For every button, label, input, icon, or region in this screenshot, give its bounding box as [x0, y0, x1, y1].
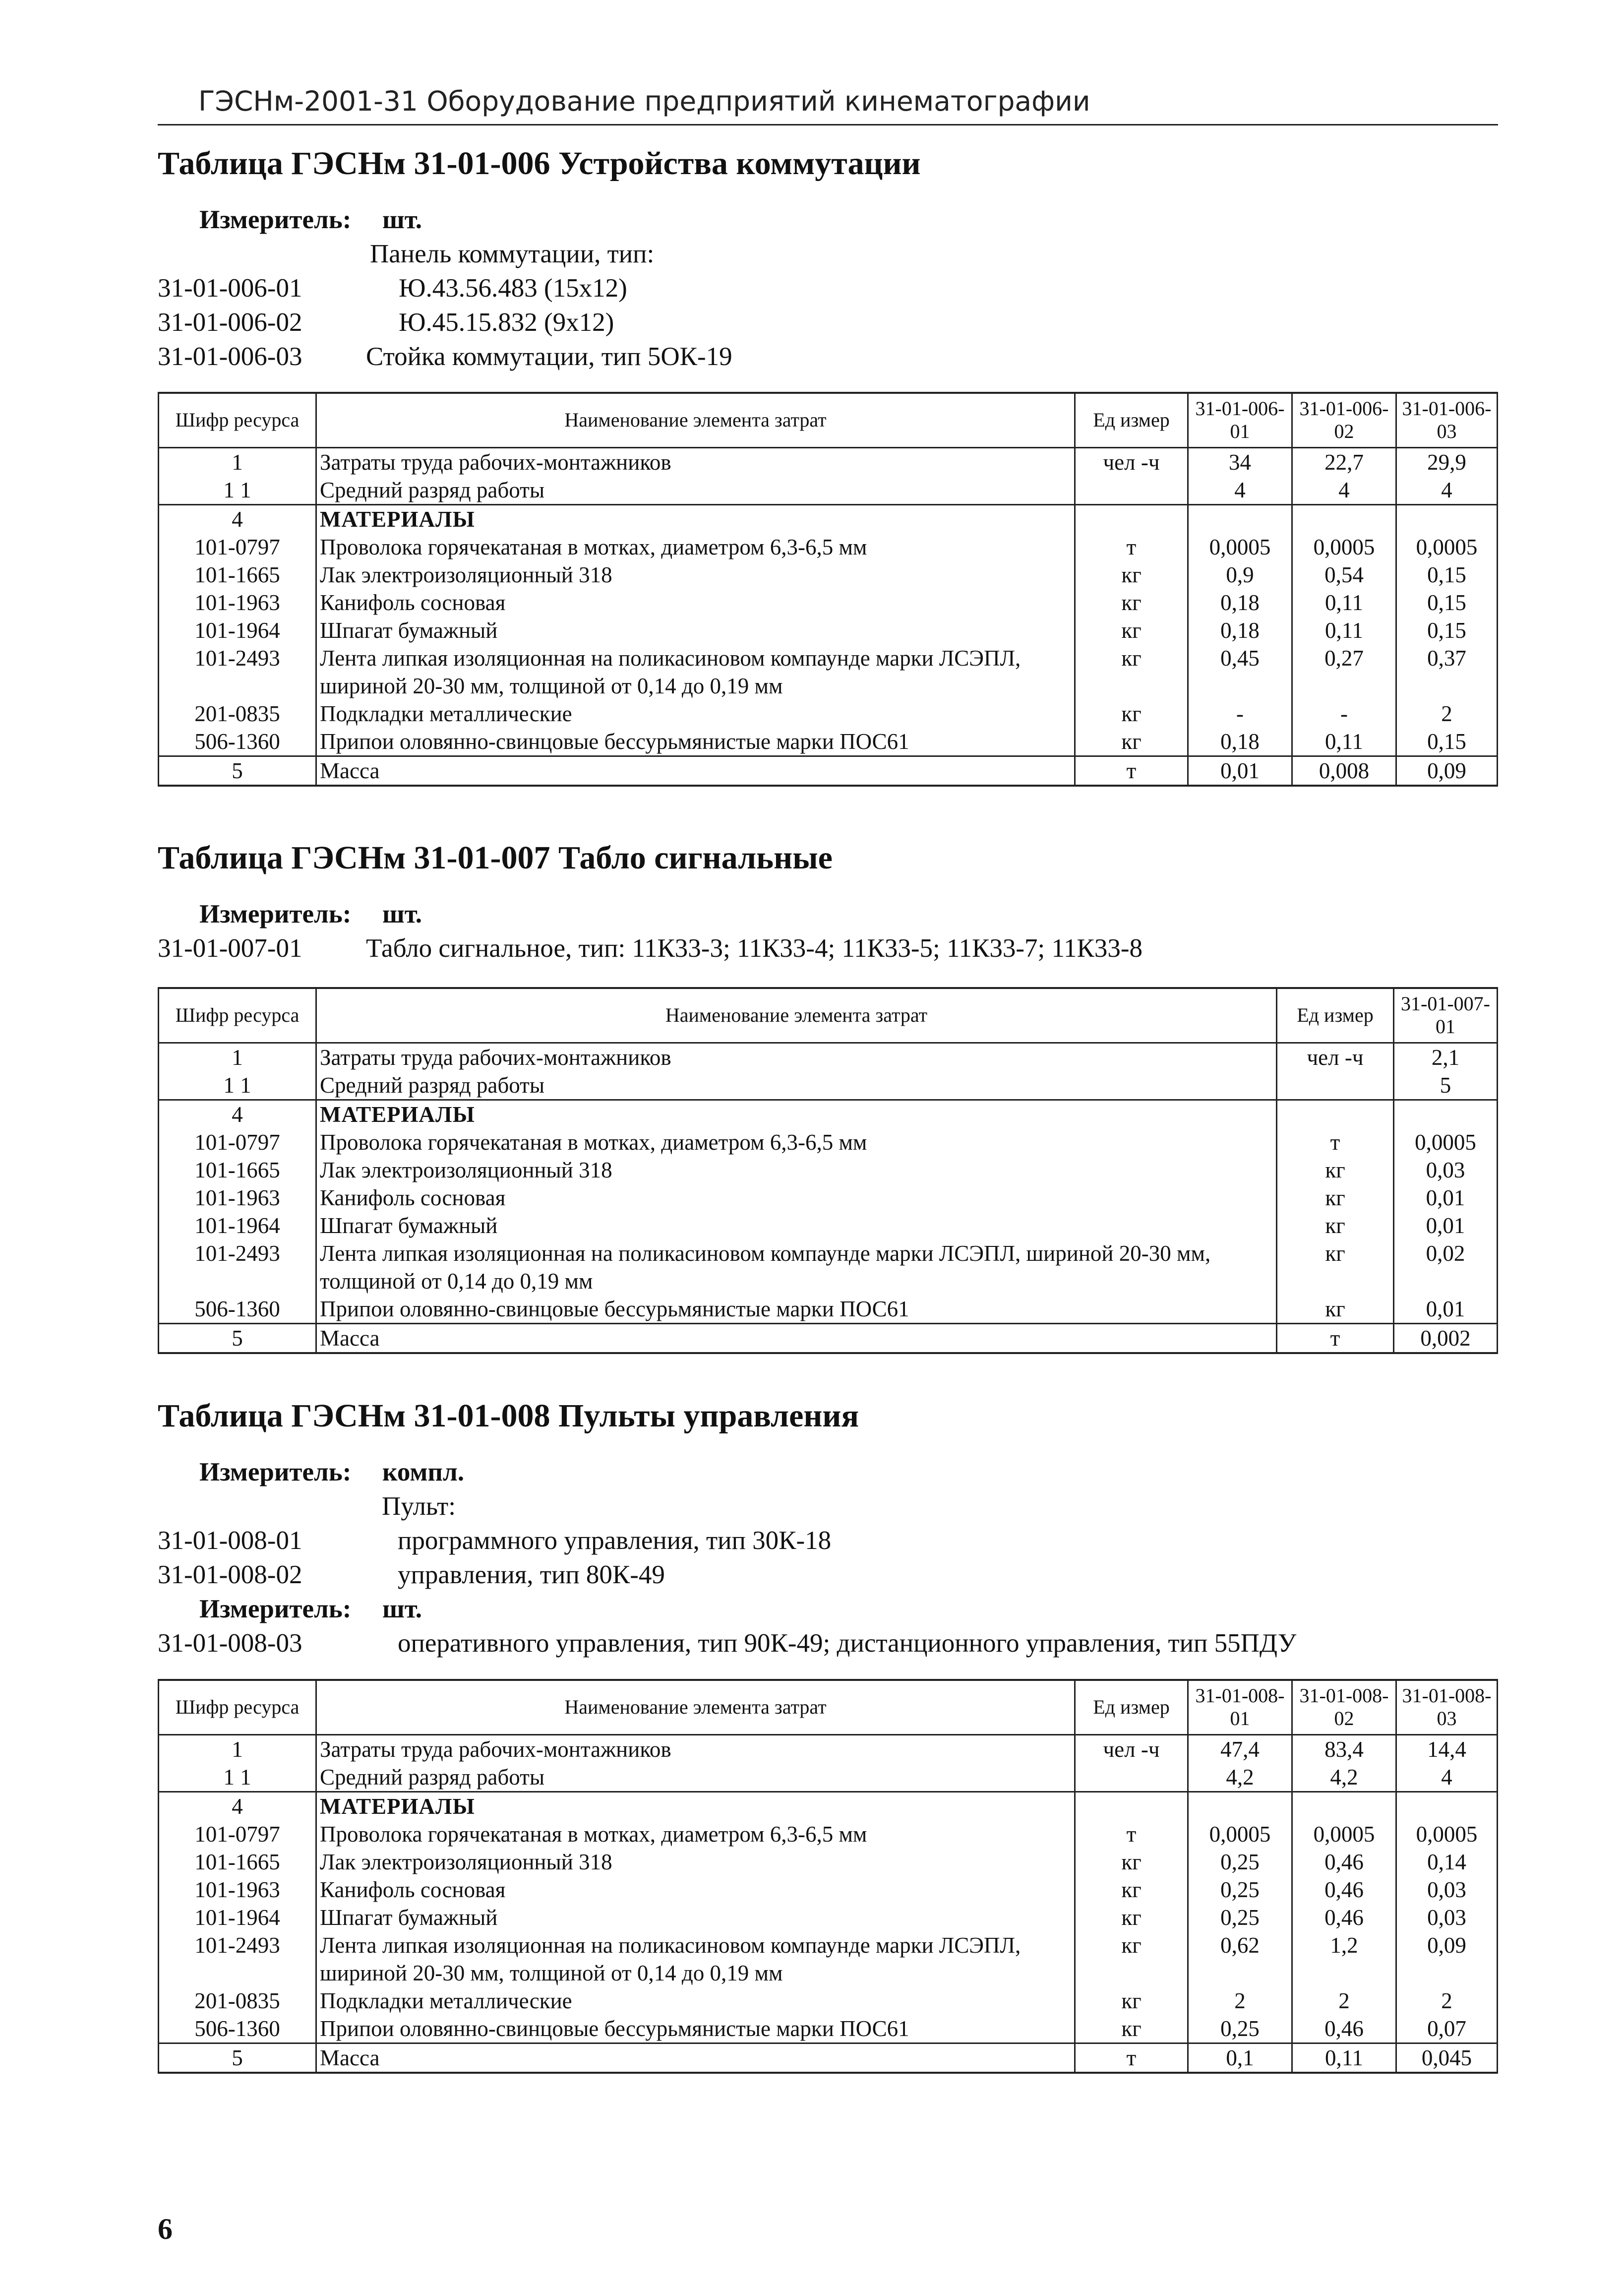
row-name: Затраты труда рабочих-монтажников	[316, 1043, 1277, 1071]
row-name: Масса	[316, 2043, 1075, 2073]
row-code: 506-1360	[159, 728, 316, 756]
row-name: Затраты труда рабочих-монтажников	[316, 1734, 1075, 1763]
row-code: 201-0835	[159, 700, 316, 728]
row-value: 2	[1292, 1987, 1396, 2015]
item-code: 31-01-008-02	[158, 1560, 302, 1590]
row-value: -	[1292, 700, 1396, 728]
table-row	[159, 1043, 1498, 1071]
row-code: 5	[159, 2043, 316, 2073]
table-row	[159, 1792, 1498, 1820]
measure-label: Измеритель:	[199, 1595, 352, 1624]
row-code: 4	[159, 504, 316, 533]
row-value: 4	[1396, 476, 1498, 505]
row-value: 4,2	[1292, 1763, 1396, 1792]
row-unit	[1075, 476, 1188, 505]
row-name: Средний разряд работы	[316, 476, 1075, 505]
col-header-code: Шифр ресурса	[159, 393, 316, 447]
row-code: 5	[159, 756, 316, 786]
resource-table-006	[158, 392, 1498, 787]
row-value: 0,03	[1396, 1904, 1498, 1931]
row-value: 83,4	[1292, 1734, 1396, 1763]
row-value: 0,18	[1188, 728, 1292, 756]
table-row	[159, 2043, 1498, 2073]
row-name: Припои оловянно-свинцовые бессурьмянистые марки ПОС61	[316, 1295, 1277, 1324]
row-value: 0,02	[1394, 1239, 1498, 1295]
row-value	[1188, 1792, 1292, 1820]
col-header-value: 31-01-006-03	[1396, 393, 1498, 447]
row-value: 0,0005	[1396, 533, 1498, 561]
row-name: МАТЕРИАЛЫ	[316, 1100, 1277, 1128]
row-name: Канифоль сосновая	[316, 1184, 1277, 1212]
table-row	[159, 644, 1498, 700]
row-unit: кг	[1075, 1876, 1188, 1904]
row-unit: кг	[1277, 1184, 1394, 1212]
item-text: программного управления, тип 30К-18	[398, 1526, 832, 1555]
table-title: Таблица ГЭСНм 31-01-008 Пульты управления	[158, 1398, 859, 1434]
table-row	[159, 1295, 1498, 1324]
table-row	[159, 533, 1498, 561]
col-header-unit: Ед измер	[1075, 393, 1188, 447]
row-value: 0,37	[1396, 644, 1498, 700]
row-value: 2,1	[1394, 1043, 1498, 1071]
row-unit: кг	[1277, 1239, 1394, 1295]
row-name: Шпагат бумажный	[316, 1904, 1075, 1931]
row-value: 0,11	[1292, 2043, 1396, 2073]
row-value: 5	[1394, 1071, 1498, 1100]
row-value: 0,15	[1396, 589, 1498, 617]
row-value: 0,0005	[1188, 1820, 1292, 1848]
row-value: 0,045	[1396, 2043, 1498, 2073]
table-row	[159, 1848, 1498, 1876]
item-text: оперативного управления, тип 90К-49; дистанционного управления, тип 55ПДУ	[398, 1629, 1297, 1658]
col-header-value: 31-01-007-01	[1394, 988, 1498, 1043]
item-code: 31-01-008-01	[158, 1526, 302, 1555]
row-value	[1292, 1792, 1396, 1820]
row-code: 1 1	[159, 1763, 316, 1792]
row-code: 101-1963	[159, 1184, 316, 1212]
row-value: 0,03	[1394, 1156, 1498, 1184]
row-value	[1188, 504, 1292, 533]
row-name: Лак электроизоляционный 318	[316, 1848, 1075, 1876]
row-code: 101-0797	[159, 1820, 316, 1848]
row-value: 47,4	[1188, 1734, 1292, 1763]
section-31-01-007	[158, 838, 1497, 963]
intro-text: Панель коммутации, тип:	[370, 240, 655, 269]
row-value: 2	[1188, 1987, 1292, 2015]
row-value: 0,46	[1292, 1876, 1396, 1904]
row-unit: кг	[1075, 1848, 1188, 1876]
row-value	[1396, 1792, 1498, 1820]
row-value	[1396, 504, 1498, 533]
row-value: 1,2	[1292, 1931, 1396, 1987]
row-value: 0,03	[1396, 1876, 1498, 1904]
row-value: -	[1188, 700, 1292, 728]
intro-text: Пульт:	[382, 1492, 456, 1521]
row-value: 22,7	[1292, 447, 1396, 476]
row-name: Припои оловянно-свинцовые бессурьмянистые марки ПОС61	[316, 2015, 1075, 2043]
row-value: 0,25	[1188, 1876, 1292, 1904]
row-value: 34	[1188, 447, 1292, 476]
row-name: Шпагат бумажный	[316, 617, 1075, 644]
row-unit: кг	[1277, 1295, 1394, 1324]
table-row	[159, 728, 1498, 756]
table-title: Таблица ГЭСНм 31-01-006 Устройства коммутации	[158, 145, 921, 182]
row-value: 0,11	[1292, 728, 1396, 756]
row-value: 0,07	[1396, 2015, 1498, 2043]
item-code: 31-01-006-02	[158, 308, 302, 337]
row-name: Подкладки металлические	[316, 700, 1075, 728]
row-unit: кг	[1075, 1931, 1188, 1987]
table-row	[159, 1156, 1498, 1184]
row-unit: чел -ч	[1075, 447, 1188, 476]
row-value: 0,002	[1394, 1323, 1498, 1353]
row-value: 0,46	[1292, 1848, 1396, 1876]
table-row	[159, 1820, 1498, 1848]
table-row	[159, 1184, 1498, 1212]
table-row	[159, 1763, 1498, 1792]
row-unit: т	[1075, 756, 1188, 786]
row-value: 0,0005	[1292, 1820, 1396, 1848]
measure-unit: компл.	[382, 1458, 464, 1487]
table-row	[159, 504, 1498, 533]
document-header: ГЭСНм-2001-31 Оборудование предприятий кинематографии	[198, 85, 1090, 117]
row-unit: чел -ч	[1075, 1734, 1188, 1763]
row-unit: кг	[1075, 561, 1188, 589]
table-row	[159, 589, 1498, 617]
table-row	[159, 1987, 1498, 2015]
page-number: 6	[158, 2213, 173, 2245]
row-code: 101-0797	[159, 533, 316, 561]
row-code: 1	[159, 1734, 316, 1763]
row-name: Лента липкая изоляционная на поликасиновом компаунде марки ЛСЭПЛ, шириной 20-30 мм, толщиной от 0,14 до 0,19 мм	[316, 1931, 1075, 1987]
table-row	[159, 1239, 1498, 1295]
row-value: 0,46	[1292, 1904, 1396, 1931]
row-name: Лак электроизоляционный 318	[316, 561, 1075, 589]
table-row	[159, 476, 1498, 505]
row-unit: т	[1075, 1820, 1188, 1848]
row-unit: кг	[1075, 700, 1188, 728]
measure-label: Измеритель:	[199, 1458, 352, 1487]
col-header-unit: Ед измер	[1277, 988, 1394, 1043]
row-unit: чел -ч	[1277, 1043, 1394, 1071]
table-row	[159, 1100, 1498, 1128]
row-unit: т	[1277, 1128, 1394, 1156]
row-value	[1292, 504, 1396, 533]
row-unit: т	[1075, 533, 1188, 561]
row-value: 0,11	[1292, 589, 1396, 617]
row-unit: кг	[1075, 1904, 1188, 1931]
row-unit: кг	[1075, 644, 1188, 700]
meta-block	[158, 1455, 1497, 1661]
row-value: 0,18	[1188, 617, 1292, 644]
row-name: Проволока горячекатаная в мотках, диаметром 6,3-6,5 мм	[316, 1820, 1075, 1848]
col-header-unit: Ед измер	[1075, 1680, 1188, 1734]
measure-unit: шт.	[382, 1595, 422, 1624]
measure-label: Измеритель:	[199, 205, 352, 235]
row-unit: кг	[1277, 1212, 1394, 1239]
row-value: 0,9	[1188, 561, 1292, 589]
col-header-value: 31-01-006-01	[1188, 393, 1292, 447]
row-value: 4	[1396, 1763, 1498, 1792]
row-value: 0,0005	[1396, 1820, 1498, 1848]
row-name: Подкладки металлические	[316, 1987, 1075, 2015]
measure-label: Измеритель:	[199, 900, 352, 929]
header-rule	[158, 124, 1498, 125]
row-name: Канифоль сосновая	[316, 589, 1075, 617]
row-code: 101-2493	[159, 644, 316, 700]
row-value: 4,2	[1188, 1763, 1292, 1792]
row-value: 0,18	[1188, 589, 1292, 617]
table-row	[159, 1931, 1498, 1987]
row-code: 1	[159, 447, 316, 476]
item-code: 31-01-007-01	[158, 934, 302, 963]
row-value: 14,4	[1396, 1734, 1498, 1763]
col-header-code: Шифр ресурса	[159, 1680, 316, 1734]
row-code: 201-0835	[159, 1987, 316, 2015]
col-header-name: Наименование элемента затрат	[316, 1680, 1075, 1734]
row-value	[1394, 1100, 1498, 1128]
col-header-name: Наименование элемента затрат	[316, 988, 1277, 1043]
item-text: Ю.43.56.483 (15х12)	[399, 274, 627, 303]
row-unit: кг	[1075, 589, 1188, 617]
row-code: 1 1	[159, 476, 316, 505]
table-row	[159, 1128, 1498, 1156]
row-unit: кг	[1075, 1987, 1188, 2015]
row-unit: кг	[1075, 2015, 1188, 2043]
row-value: 0,54	[1292, 561, 1396, 589]
row-unit	[1277, 1071, 1394, 1100]
row-name: Средний разряд работы	[316, 1071, 1277, 1100]
row-unit	[1075, 1763, 1188, 1792]
row-value: 0,62	[1188, 1931, 1292, 1987]
row-value: 2	[1396, 1987, 1498, 2015]
table-title: Таблица ГЭСНм 31-01-007 Табло сигнальные	[158, 840, 833, 876]
resource-table-008	[158, 1679, 1498, 2074]
row-name: Масса	[316, 756, 1075, 786]
row-unit	[1075, 1792, 1188, 1820]
row-code: 101-0797	[159, 1128, 316, 1156]
row-value: 0,01	[1394, 1295, 1498, 1324]
table-row	[159, 1212, 1498, 1239]
item-text: Ю.45.15.832 (9х12)	[399, 308, 614, 337]
row-name: МАТЕРИАЛЫ	[316, 1792, 1075, 1820]
row-value: 0,008	[1292, 756, 1396, 786]
row-value: 0,01	[1394, 1184, 1498, 1212]
row-value: 0,15	[1396, 617, 1498, 644]
row-name: Лента липкая изоляционная на поликасиновом компаунде марки ЛСЭПЛ, шириной 20-30 мм, толщиной от 0,14 до 0,19 мм	[316, 644, 1075, 700]
row-code: 4	[159, 1100, 316, 1128]
item-code: 31-01-008-03	[158, 1629, 302, 1658]
row-name: Лента липкая изоляционная на поликасиновом компаунде марки ЛСЭПЛ, шириной 20-30 мм, толщиной от 0,14 до 0,19 мм	[316, 1239, 1277, 1295]
row-name: Средний разряд работы	[316, 1763, 1075, 1792]
col-header-value: 31-01-006-02	[1292, 393, 1396, 447]
row-unit	[1075, 504, 1188, 533]
row-code: 101-1964	[159, 617, 316, 644]
row-unit: кг	[1277, 1156, 1394, 1184]
row-unit: т	[1277, 1323, 1394, 1353]
row-code: 1 1	[159, 1071, 316, 1100]
meta-block	[158, 897, 1497, 966]
row-name: Лак электроизоляционный 318	[316, 1156, 1277, 1184]
row-unit: т	[1075, 2043, 1188, 2073]
row-code: 101-1665	[159, 561, 316, 589]
row-value: 29,9	[1396, 447, 1498, 476]
row-name: Проволока горячекатаная в мотках, диаметром 6,3-6,5 мм	[316, 533, 1075, 561]
row-value: 0,46	[1292, 2015, 1396, 2043]
measure-unit: шт.	[382, 900, 422, 929]
table-row	[159, 1876, 1498, 1904]
row-name: Проволока горячекатаная в мотках, диаметром 6,3-6,5 мм	[316, 1128, 1277, 1156]
row-code: 506-1360	[159, 2015, 316, 2043]
item-code: 31-01-006-01	[158, 274, 302, 303]
row-value: 0,01	[1188, 756, 1292, 786]
item-text: Табло сигнальное, тип: 11К33-3; 11К33-4; 11К33-5; 11К33-7; 11К33-8	[366, 934, 1143, 963]
row-value: 0,09	[1396, 1931, 1498, 1987]
table-row	[159, 700, 1498, 728]
row-name: МАТЕРИАЛЫ	[316, 504, 1075, 533]
row-value: 0,14	[1396, 1848, 1498, 1876]
row-code: 101-2493	[159, 1931, 316, 1987]
row-code: 101-1964	[159, 1212, 316, 1239]
item-text: Стойка коммутации, тип 5ОК-19	[366, 342, 732, 371]
row-value: 0,25	[1188, 1848, 1292, 1876]
row-value: 0,15	[1396, 728, 1498, 756]
row-code: 4	[159, 1792, 316, 1820]
row-code: 101-1964	[159, 1904, 316, 1931]
row-code: 101-2493	[159, 1239, 316, 1295]
row-value: 0,15	[1396, 561, 1498, 589]
table-row	[159, 561, 1498, 589]
col-header-code: Шифр ресурса	[159, 988, 316, 1043]
row-code: 1	[159, 1043, 316, 1071]
row-value: 0,11	[1292, 617, 1396, 644]
row-name: Шпагат бумажный	[316, 1212, 1277, 1239]
item-code: 31-01-006-03	[158, 342, 302, 371]
table-row	[159, 447, 1498, 476]
row-value: 0,0005	[1188, 533, 1292, 561]
col-header-name: Наименование элемента затрат	[316, 393, 1075, 447]
row-code: 5	[159, 1323, 316, 1353]
col-header-value: 31-01-008-03	[1396, 1680, 1498, 1734]
row-name: Затраты труда рабочих-монтажников	[316, 447, 1075, 476]
row-name: Масса	[316, 1323, 1277, 1353]
row-code: 101-1665	[159, 1848, 316, 1876]
row-code: 101-1665	[159, 1156, 316, 1184]
table-row	[159, 756, 1498, 786]
meta-block	[158, 203, 1497, 374]
resource-table-007	[158, 987, 1498, 1354]
section-31-01-006	[158, 144, 1497, 371]
measure-unit: шт.	[382, 205, 422, 235]
row-value: 0,01	[1394, 1212, 1498, 1239]
col-header-value: 31-01-008-01	[1188, 1680, 1292, 1734]
row-value: 0,25	[1188, 2015, 1292, 2043]
col-header-value: 31-01-008-02	[1292, 1680, 1396, 1734]
table-row	[159, 617, 1498, 644]
table-row	[159, 1323, 1498, 1353]
row-name: Припои оловянно-свинцовые бессурьмянистые марки ПОС61	[316, 728, 1075, 756]
table-row	[159, 1904, 1498, 1931]
row-value: 0,45	[1188, 644, 1292, 700]
row-code: 506-1360	[159, 1295, 316, 1324]
row-unit: кг	[1075, 617, 1188, 644]
row-value: 0,25	[1188, 1904, 1292, 1931]
row-unit	[1277, 1100, 1394, 1128]
section-31-01-008	[158, 1396, 1497, 1658]
row-code: 101-1963	[159, 1876, 316, 1904]
table-row	[159, 1071, 1498, 1100]
table-row	[159, 1734, 1498, 1763]
row-value: 4	[1292, 476, 1396, 505]
row-value: 0,27	[1292, 644, 1396, 700]
row-name: Канифоль сосновая	[316, 1876, 1075, 1904]
row-value: 0,0005	[1394, 1128, 1498, 1156]
row-code: 101-1963	[159, 589, 316, 617]
row-value: 0,1	[1188, 2043, 1292, 2073]
table-row	[159, 2015, 1498, 2043]
row-value: 2	[1396, 700, 1498, 728]
row-value: 0,09	[1396, 756, 1498, 786]
row-unit: кг	[1075, 728, 1188, 756]
item-text: управления, тип 80К-49	[398, 1560, 665, 1590]
row-value: 4	[1188, 476, 1292, 505]
row-value: 0,0005	[1292, 533, 1396, 561]
